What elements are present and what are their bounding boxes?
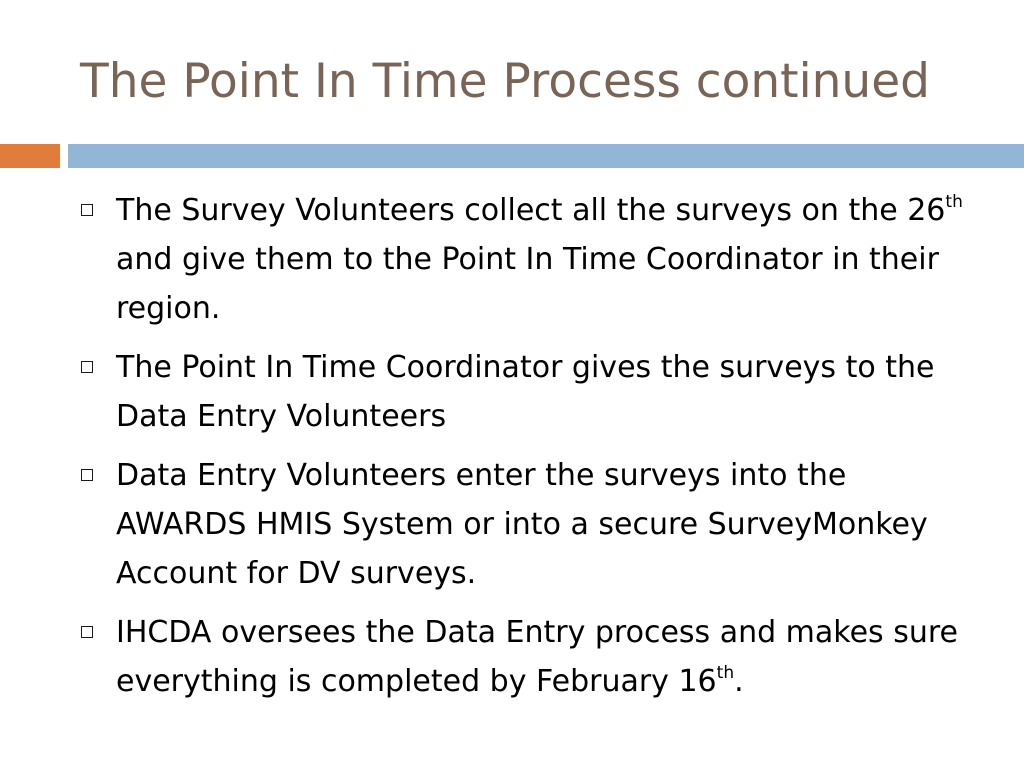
- title-rule-bar: [68, 144, 1024, 168]
- bullet-item: [0, 608, 1024, 706]
- bullet-text-part: The Point In Time Coordinator gives the surveys to the Data Entry Volunteers: [116, 350, 935, 434]
- bullet-text-part: IHCDA oversees the Data Entry process and makes sure everything is completed by February 16: [116, 615, 958, 699]
- bullet-list: [0, 186, 1024, 716]
- bullet-item: [0, 451, 1024, 598]
- bullet-text: [116, 458, 928, 591]
- title-rule-accent: [0, 144, 60, 168]
- bullet-text-part: Data Entry Volunteers enter the surveys into the AWARDS HMIS System or into a secure SurveyMonkey Account for DV surveys.: [116, 458, 928, 591]
- bullet-text-part: .: [734, 664, 744, 699]
- bullet-text-part: and give them to the Point In Time Coordinator in their region.: [116, 242, 939, 326]
- bullet-text: [116, 193, 963, 326]
- bullet-text: [116, 350, 934, 434]
- bullet-text-part: The Survey Volunteers collect all the surveys on the 26: [116, 193, 946, 228]
- ordinal-suffix: th: [945, 192, 963, 212]
- bullet-item: [0, 186, 1024, 333]
- bullet-item: [0, 343, 1024, 441]
- bullet-text: [116, 615, 958, 699]
- ordinal-suffix: th: [716, 663, 735, 683]
- hollow-square-bullet-icon: [81, 469, 93, 481]
- slide-title: The Point In Time Process continued: [80, 54, 930, 109]
- hollow-square-bullet-icon: [81, 626, 93, 638]
- hollow-square-bullet-icon: [81, 361, 93, 373]
- hollow-square-bullet-icon: [81, 204, 93, 216]
